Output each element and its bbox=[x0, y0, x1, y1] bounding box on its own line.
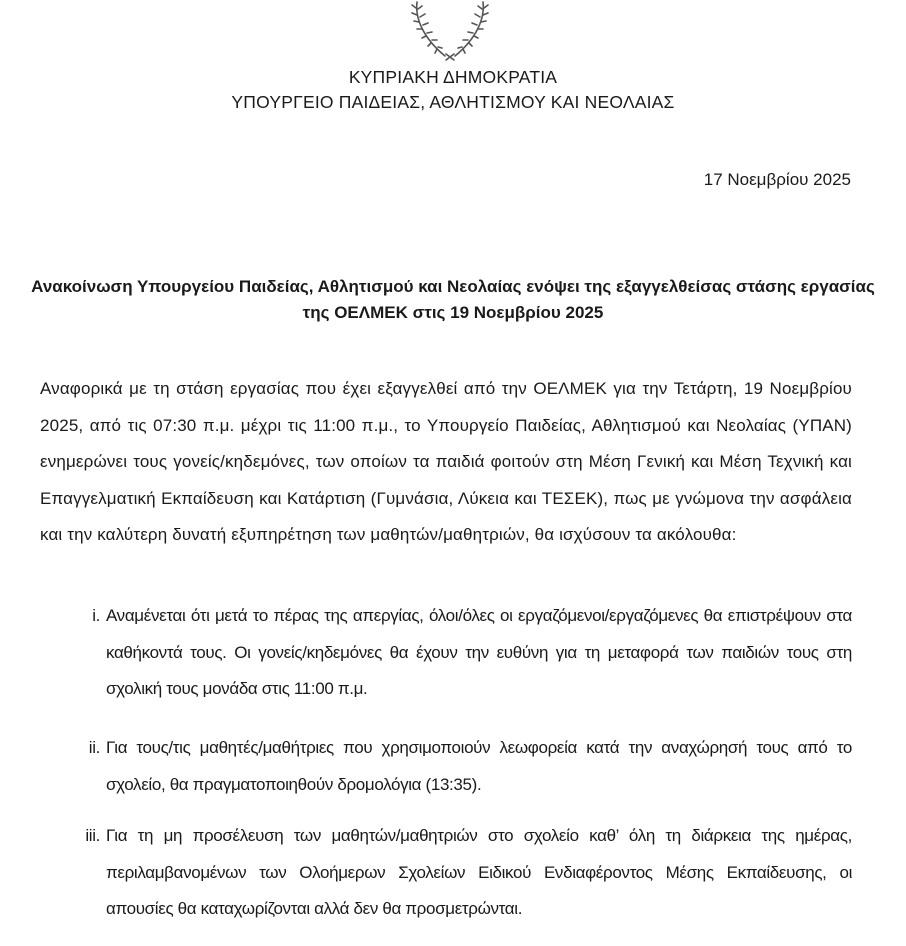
list-item-text: Για τους/τις μαθητές/μαθήτριες που χρησιμοποιούν λεωφορεία κατά την αναχώρησή τους από το σχολείο, θα πραγματοποιηθούν δρομολόγια (13:35). bbox=[106, 738, 852, 794]
list-item bbox=[64, 598, 852, 708]
list-item-number: iii. bbox=[85, 826, 100, 845]
ministry-heading: ΥΠΟΥΡΓΕΙΟ ΠΑΙΔΕΙΑΣ, ΑΘΛΗΤΙΣΜΟΥ ΚΑΙ ΝΕΟΛΑΙΑΣ bbox=[231, 92, 675, 112]
list-item bbox=[64, 818, 852, 928]
list-item bbox=[64, 730, 852, 803]
list-item-text: Αναμένεται ότι μετά το πέρας της απεργίας, όλοι/όλες οι εργαζόμενοι/εργαζόμενες θα επιστρέψουν στα καθήκοντά τους. Οι γονείς/κηδεμόνες θα έχουν την ευθύνη για τη μεταφορά των παιδιών τους στη σχολική τους μονάδα στις 11:00 π.μ. bbox=[106, 606, 852, 698]
announcement-title: Ανακοίνωση Υπουργείου Παιδείας, Αθλητισμού και Νεολαίας ενόψει της εξαγγελθείσας στάσης εργασίας της ΟΕΛΜΕΚ στις 19 Νοεμβρίου 2025 bbox=[31, 277, 875, 322]
list-item-number: ii. bbox=[88, 738, 100, 757]
laurel-wreath-emblem-icon bbox=[405, 0, 495, 62]
announcement-date: 17 Νοεμβρίου 2025 bbox=[703, 170, 851, 189]
intro-paragraph: Αναφορικά με τη στάση εργασίας που έχει εξαγγελθεί από την ΟΕΛΜΕΚ για την Τετάρτη, 19 Νοεμβρίου 2025, από τις 07:30 π.μ. μέχρι τις 11:00 π.μ., το Υπουργείο Παιδείας, Αθλητισμού και Νεολαίας (ΥΠΑΝ) ενημερώνει τους γονείς/κηδεμόνες, των οποίων τα παιδιά φοιτούν στη Μέση Γενική και Μέση Τεχνική και Επαγγελματική Εκπαίδευση και Κατάρτιση (Γυμνάσια, Λύκεια και ΤΕΣΕΚ), πως με γνώμονα την ασφάλεια και την καλύτερη δυνατή εξυπηρέτηση των μαθητών/μαθητριών, θα ισχύσουν τα ακόλουθα: bbox=[40, 379, 852, 544]
list-item-text: Για τη μη προσέλευση των μαθητών/μαθητριών στο σχολείο καθ’ όλη τη διάρκεια της ημέρας, περιλαμβανομένων των Ολοήμερων Σχολείων Ειδικού Ενδιαφέροντος Μέσης Εκπαίδευσης, οι απουσίες θα καταχωρίζονται αλλά δεν θα προσμετρώνται. bbox=[106, 826, 852, 918]
country-heading: ΚΥΠΡΙΑΚΗ ΔΗΜΟΚΡΑΤΙΑ bbox=[348, 67, 558, 87]
list-item-number: i. bbox=[92, 606, 100, 625]
